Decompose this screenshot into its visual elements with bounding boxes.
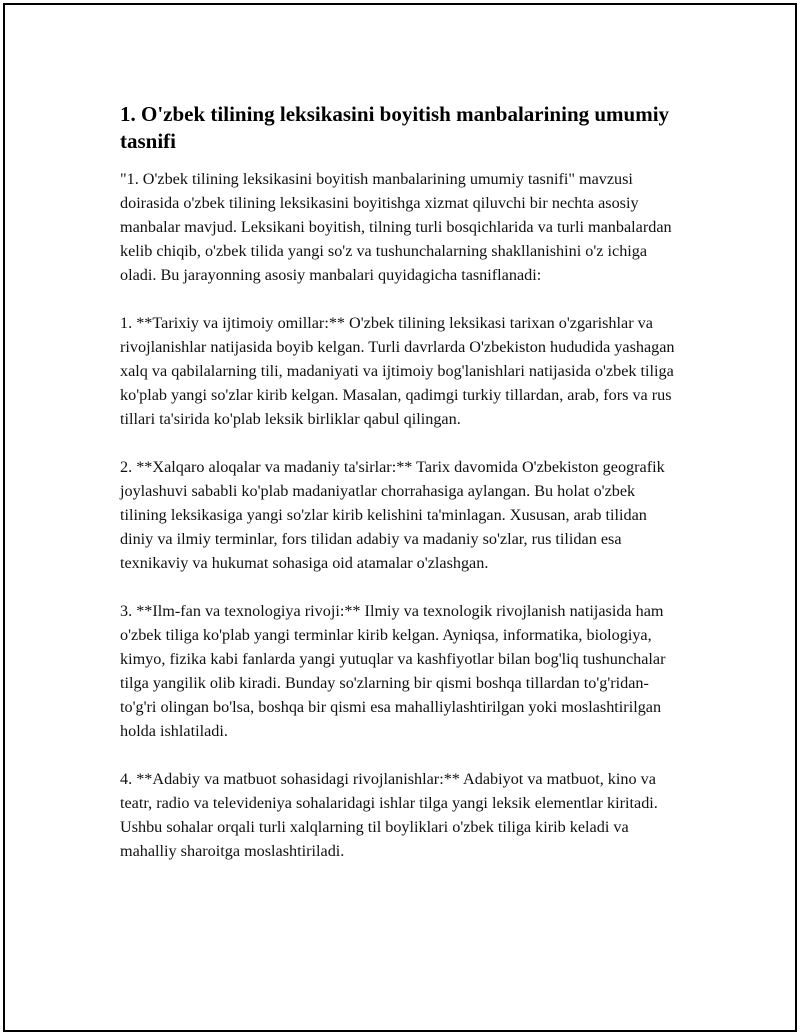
paragraph-science-technology: 3. **Ilm-fan va texnologiya rivoji:** Ilmiy va texnologik rivojlanish natijasida ham o'zbek tiliga ko'plab yangi terminlar kirib kelgan. Ayniqsa, informatika, biologiya, kimyo, fizika kabi fanlarda yangi yutuqlar va kashfiyotlar bilan bog'liq tushunchalar tilga yangilik olib kiradi. Bunday so'zlarning bir qismi boshqa tillardan to'g'ridan-to'g'ri olingan bo'lsa, boshqa bir qismi esa mahalliylashtirilgan yoki moslashtirilgan holda ishlatiladi. (120, 602, 666, 740)
document-page (3, 3, 797, 1032)
document-body (120, 101, 680, 863)
paragraph-historical-social-factors: 1. **Tarixiy va ijtimoiy omillar:** O'zbek tilining leksikasi tarixan o'zgarishlar va rivojlanishlar natijasida boyib kelgan. Turli davrlarda O'zbekiston hududida yashagan xalq va qabilalarning tili, madaniyati va ijtimoiy bog'lanishlari natijasida o'zbek tiliga ko'plab yangi so'zlar kirib kelgan. Masalan, qadimgi turkiy tillardan, arab, fors va rus tillari ta'sirida ko'plab leksik birliklar qabul qilingan. (120, 314, 675, 428)
intro-paragraph: "1. O'zbek tilining leksikasini boyitish manbalarining umumiy tasnifi" mavzusi doirasida o'zbek tilining leksikasini boyitishga xizmat qiluvchi bir nechta asosiy manbalar mavjud. Leksikani boyitish, tilning turli bosqichlarida va turli manbalardan kelib chiqib, o'zbek tilida yangi so'z va tushunchalarning shakllanishini o'z ichiga oladi. Bu jarayonning asosiy manbalari quyidagicha tasniflanadi: (120, 170, 672, 284)
document-title: 1. O'zbek tilining leksikasini boyitish manbalarining umumiy tasnifi (120, 102, 670, 153)
paragraph-international-relations: 2. **Xalqaro aloqalar va madaniy ta'sirlar:** Tarix davomida O'zbekiston geografik joylashuvi sababli ko'plab madaniyatlar chorrahasiga aylangan. Bu holat o'zbek tilining leksikasiga yangi so'zlar kirib kelishini ta'minlagan. Xususan, arab tilidan diniy va ilmiy terminlar, fors tilidan adabiy va madaniy so'zlar, rus tilidan esa texnikaviy va hukumat sohasiga oid atamalar o'zlashgan. (120, 458, 665, 572)
paragraph-literature-press: 4. **Adabiy va matbuot sohasidagi rivojlanishlar:** Adabiyot va matbuot, kino va teatr, radio va televideniya sohalaridagi ishlar tilga yangi leksik elementlar kiritadi. Ushbu sohalar orqali turli xalqlarning til boyliklari o'zbek tiliga kirib keladi va mahalliy sharoitga moslashtiriladi. (120, 770, 658, 860)
